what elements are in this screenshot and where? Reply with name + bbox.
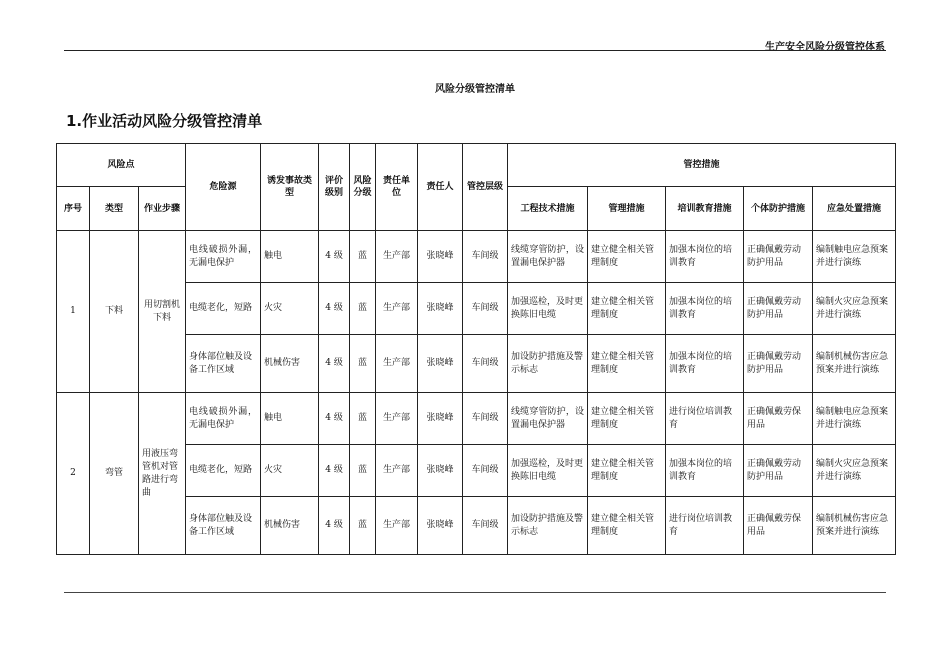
cell-management: 建立健全相关管理制度: [588, 445, 666, 497]
cell-person: 张晓峰: [418, 335, 463, 393]
cell-training: 加强本岗位的培训教育: [666, 445, 744, 497]
header-risk-level: 风险分级: [350, 144, 376, 231]
cell-training: 加强本岗位的培训教育: [666, 283, 744, 335]
header-seq: 序号: [57, 187, 90, 231]
header-divider: [64, 50, 886, 51]
cell-engineering: 加强巡检，及时更换陈旧电缆: [508, 445, 588, 497]
header-training: 培训教育措施: [666, 187, 744, 231]
cell-ppe: 正确佩戴劳动防护用品: [744, 335, 813, 393]
cell-level: 蓝: [350, 497, 376, 555]
cell-hazard: 身体部位触及设备工作区域: [186, 335, 261, 393]
cell-hazard: 身体部位触及设备工作区域: [186, 497, 261, 555]
header-type: 类型: [90, 187, 139, 231]
cell-dept: 生产部: [376, 497, 418, 555]
cell-eval: 4 级: [319, 231, 350, 283]
cell-eval: 4 级: [319, 335, 350, 393]
cell-engineering: 加强巡检，及时更换陈旧电缆: [508, 283, 588, 335]
cell-accident: 触电: [261, 231, 319, 283]
cell-hazard: 电缆老化，短路: [186, 445, 261, 497]
cell-dept: 生产部: [376, 445, 418, 497]
cell-dept: 生产部: [376, 231, 418, 283]
cell-accident: 火灾: [261, 283, 319, 335]
risk-control-table: [56, 143, 896, 555]
cell-hazard: 电线破损外漏，无漏电保护: [186, 393, 261, 445]
header-risk-point: 风险点: [57, 144, 186, 187]
cell-engineering: 加设防护措施及警示标志: [508, 497, 588, 555]
header-eval-level: 评价级别: [319, 144, 350, 231]
cell-training: 进行岗位培训教育: [666, 497, 744, 555]
cell-eval: 4 级: [319, 497, 350, 555]
cell-engineering: 加设防护措施及警示标志: [508, 335, 588, 393]
cell-emergency: 编制触电应急预案并进行演练: [813, 231, 896, 283]
cell-eval: 4 级: [319, 393, 350, 445]
header-control-measures: 管控措施: [508, 144, 896, 187]
header-system-name: 生产安全风险分级管控体系: [765, 42, 885, 53]
cell-person: 张晓峰: [418, 231, 463, 283]
cell-person: 张晓峰: [418, 445, 463, 497]
document-title: 风险分级管控清单: [435, 84, 515, 95]
header-step: 作业步骤: [139, 187, 186, 231]
cell-control: 车间级: [463, 497, 508, 555]
header-emergency: 应急处置措施: [813, 187, 896, 231]
cell-eval: 4 级: [319, 283, 350, 335]
header-accident-type: 诱发事故类型: [261, 144, 319, 231]
cell-accident: 火灾: [261, 445, 319, 497]
table-row: [57, 231, 896, 283]
cell-training: 加强本岗位的培训教育: [666, 231, 744, 283]
header-hazard: 危险源: [186, 144, 261, 231]
header-engineering: 工程技术措施: [508, 187, 588, 231]
cell-dept: 生产部: [376, 283, 418, 335]
footer-divider: [64, 592, 886, 593]
cell-emergency: 编制火灾应急预案并进行演练: [813, 445, 896, 497]
cell-accident: 机械伤害: [261, 335, 319, 393]
cell-seq: 1: [57, 231, 90, 393]
cell-management: 建立健全相关管理制度: [588, 335, 666, 393]
header-control-level: 管控层级: [463, 144, 508, 231]
cell-emergency: 编制机械伤害应急预案并进行演练: [813, 335, 896, 393]
cell-ppe: 正确佩戴劳保用品: [744, 497, 813, 555]
cell-engineering: 线缆穿管防护，设置漏电保护器: [508, 231, 588, 283]
cell-engineering: 线缆穿管防护，设置漏电保护器: [508, 393, 588, 445]
cell-seq: 2: [57, 393, 90, 555]
cell-level: 蓝: [350, 393, 376, 445]
cell-management: 建立健全相关管理制度: [588, 231, 666, 283]
cell-accident: 触电: [261, 393, 319, 445]
cell-type: 弯管: [90, 393, 139, 555]
cell-control: 车间级: [463, 283, 508, 335]
cell-emergency: 编制机械伤害应急预案并进行演练: [813, 497, 896, 555]
cell-emergency: 编制触电应急预案并进行演练: [813, 393, 896, 445]
cell-ppe: 正确佩戴劳动防护用品: [744, 231, 813, 283]
cell-level: 蓝: [350, 231, 376, 283]
cell-level: 蓝: [350, 335, 376, 393]
cell-ppe: 正确佩戴劳动防护用品: [744, 283, 813, 335]
cell-step: 用切割机下料: [139, 231, 186, 393]
cell-emergency: 编制火灾应急预案并进行演练: [813, 283, 896, 335]
cell-hazard: 电线破损外漏，无漏电保护: [186, 231, 261, 283]
cell-person: 张晓峰: [418, 497, 463, 555]
cell-control: 车间级: [463, 393, 508, 445]
cell-management: 建立健全相关管理制度: [588, 283, 666, 335]
cell-eval: 4 级: [319, 445, 350, 497]
cell-accident: 机械伤害: [261, 497, 319, 555]
cell-management: 建立健全相关管理制度: [588, 393, 666, 445]
cell-management: 建立健全相关管理制度: [588, 497, 666, 555]
cell-training: 进行岗位培训教育: [666, 393, 744, 445]
cell-type: 下料: [90, 231, 139, 393]
cell-control: 车间级: [463, 231, 508, 283]
header-responsible-dept: 责任单位: [376, 144, 418, 231]
cell-dept: 生产部: [376, 335, 418, 393]
header-responsible-person: 责任人: [418, 144, 463, 231]
cell-ppe: 正确佩戴劳动防护用品: [744, 445, 813, 497]
cell-ppe: 正确佩戴劳保用品: [744, 393, 813, 445]
cell-level: 蓝: [350, 283, 376, 335]
cell-person: 张晓峰: [418, 283, 463, 335]
cell-training: 加强本岗位的培训教育: [666, 335, 744, 393]
cell-step: 用液压弯管机对管路进行弯曲: [139, 393, 186, 555]
cell-level: 蓝: [350, 445, 376, 497]
cell-hazard: 电缆老化，短路: [186, 283, 261, 335]
cell-person: 张晓峰: [418, 393, 463, 445]
header-management: 管理措施: [588, 187, 666, 231]
cell-control: 车间级: [463, 335, 508, 393]
cell-control: 车间级: [463, 445, 508, 497]
section-title: 1.作业活动风险分级管控清单: [66, 112, 263, 130]
table-row: [57, 393, 896, 445]
cell-dept: 生产部: [376, 393, 418, 445]
header-ppe: 个体防护措施: [744, 187, 813, 231]
